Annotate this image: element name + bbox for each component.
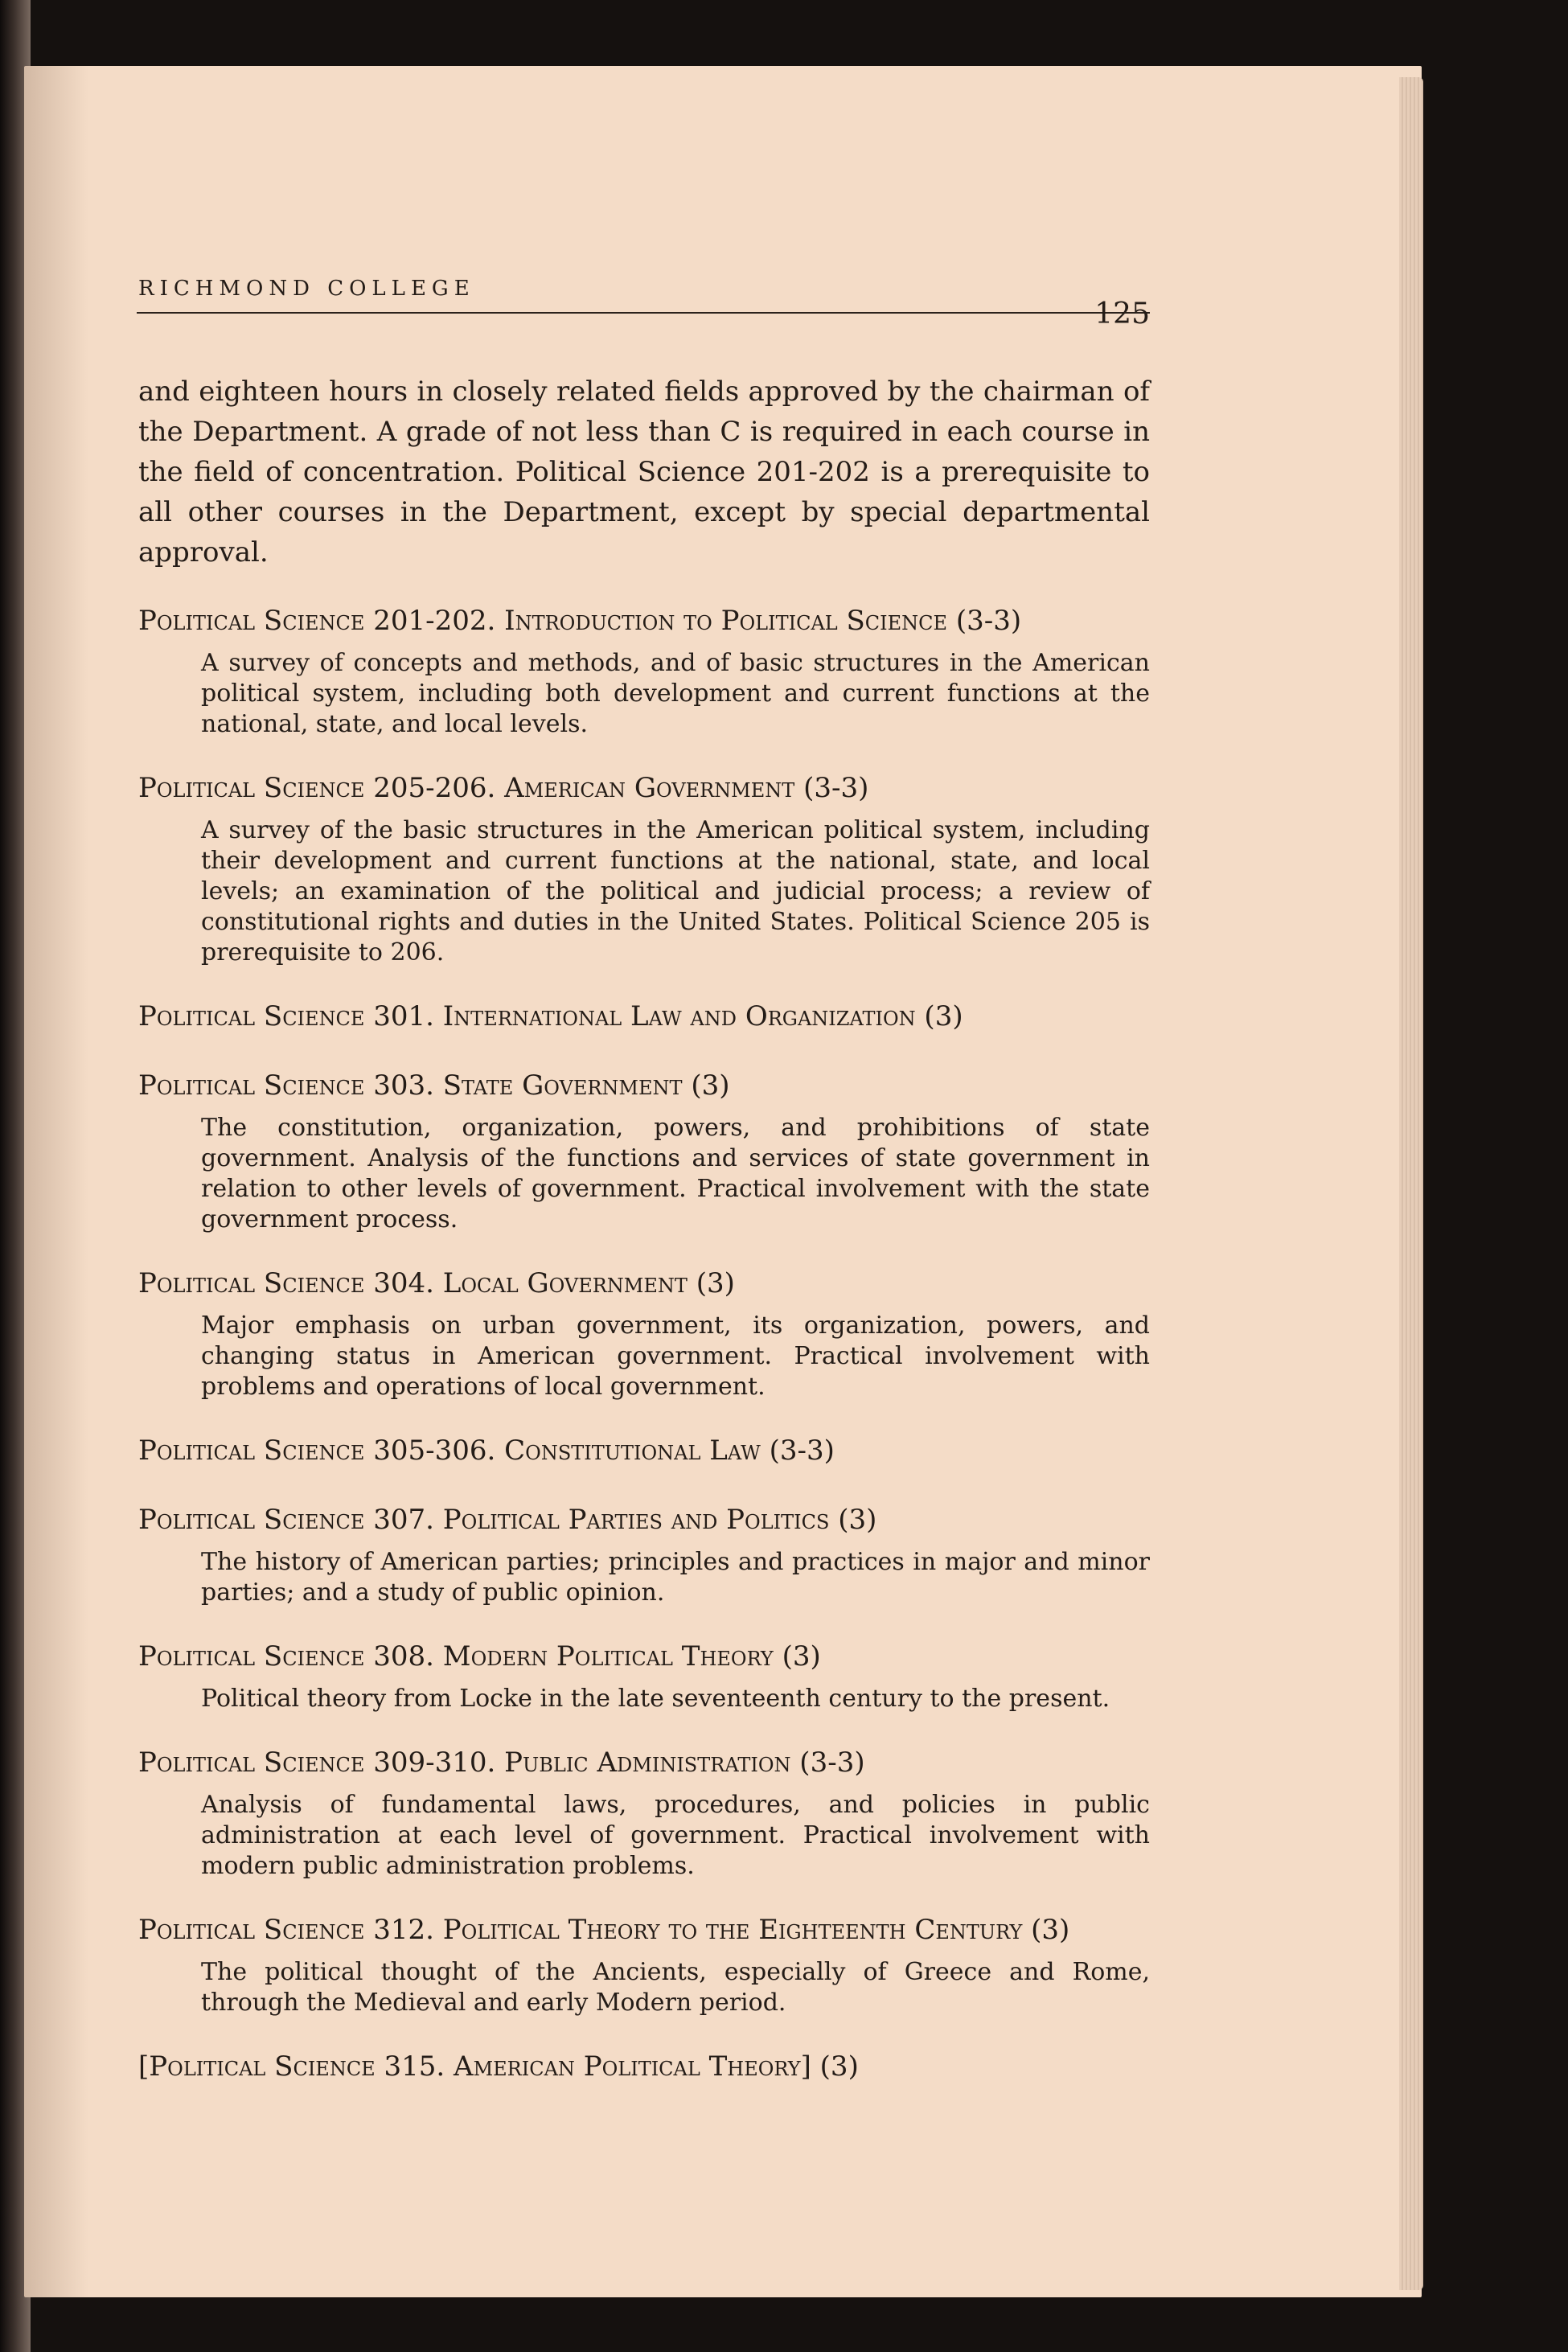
- course-entry: [129, 1499, 1150, 1608]
- course-description: Analysis of fundamental laws, procedures, and policies in public administration at each level of government. Practical involvement with modern public administration problems.: [201, 1791, 1150, 1880]
- course-entry: [129, 767, 1150, 968]
- course-title: Political Science 308. Modern Political Theory (3): [138, 1640, 821, 1673]
- course-description: The political thought of the Ancients, especially of Greece and Rome, through the Medieval and early Modern period.: [201, 1958, 1150, 2017]
- course-title: Political Science 304. Local Government (3): [138, 1267, 735, 1299]
- course-title: Political Science 305-306. Constitutional Law (3-3): [138, 1435, 835, 1467]
- course-entry: [129, 995, 1150, 1037]
- course-description: Political theory from Locke in the late seventeenth century to the present.: [201, 1685, 1110, 1713]
- course-title: Political Science 312. Political Theory to the Eighteenth Century (3): [138, 1914, 1070, 1946]
- course-title: Political Science 205-206. American Government (3-3): [138, 772, 869, 804]
- course-entry: [129, 1430, 1150, 1472]
- header-rule: [137, 312, 1150, 314]
- page-number: 125: [1094, 298, 1150, 330]
- course-entry: [129, 2046, 1150, 2087]
- course-title: Political Science 307. Political Parties and Politics (3): [138, 1504, 877, 1536]
- course-entry: [129, 1742, 1150, 1882]
- course-title: Political Science 303. State Government (3): [138, 1069, 730, 1102]
- course-entry: [129, 1909, 1150, 2018]
- page-content: [129, 265, 1150, 2195]
- running-head: [129, 265, 1150, 339]
- course-description: A survey of concepts and methods, and of basic structures in the American political system, including both development and current functions at the national, state, and local levels.: [201, 649, 1150, 738]
- course-title: [Political Science 315. American Political Theory] (3): [138, 2050, 859, 2083]
- course-title: Political Science 201-202. Introduction to Political Science (3-3): [138, 605, 1022, 637]
- course-description: Major emphasis on urban government, its organization, powers, and changing status in American government. Practical involvement with problems and operations of local government.: [201, 1311, 1150, 1401]
- intro-paragraph: and eighteen hours in closely related fields approved by the chairman of the Department. A grade of not less than C is required in each course in the field of concentration. Political Science 201-202 is a prerequisite to all other courses in the Department, except by special departmental approval.: [138, 376, 1150, 569]
- course-entry: [129, 600, 1150, 740]
- course-entry: [129, 1262, 1150, 1402]
- course-description: The constitution, organization, powers, and prohibitions of state government. Analysis of the functions and services of state government in relation to other levels of government. Practical involvement with the state government process.: [201, 1114, 1150, 1233]
- course-description: The history of American parties; principles and practices in major and minor parties; and a study of public opinion.: [201, 1548, 1150, 1607]
- page-gutter-shadow: [24, 66, 88, 2297]
- course-entry: [129, 1065, 1150, 1235]
- course-title: Political Science 301. International Law and Organization (3): [138, 1000, 963, 1032]
- course-title: Political Science 309-310. Public Administration (3-3): [138, 1747, 865, 1779]
- course-entry: [129, 1636, 1150, 1714]
- course-description: A survey of the basic structures in the American political system, including their development and current functions at the national, state, and local levels; an examination of the political and judicial process; a review of constitutional rights and duties in the United States. Political Science 205 is prerequisite to 206.: [201, 816, 1150, 967]
- page-stack-edges: [1399, 77, 1423, 2290]
- running-title: RICHMOND COLLEGE: [138, 277, 475, 301]
